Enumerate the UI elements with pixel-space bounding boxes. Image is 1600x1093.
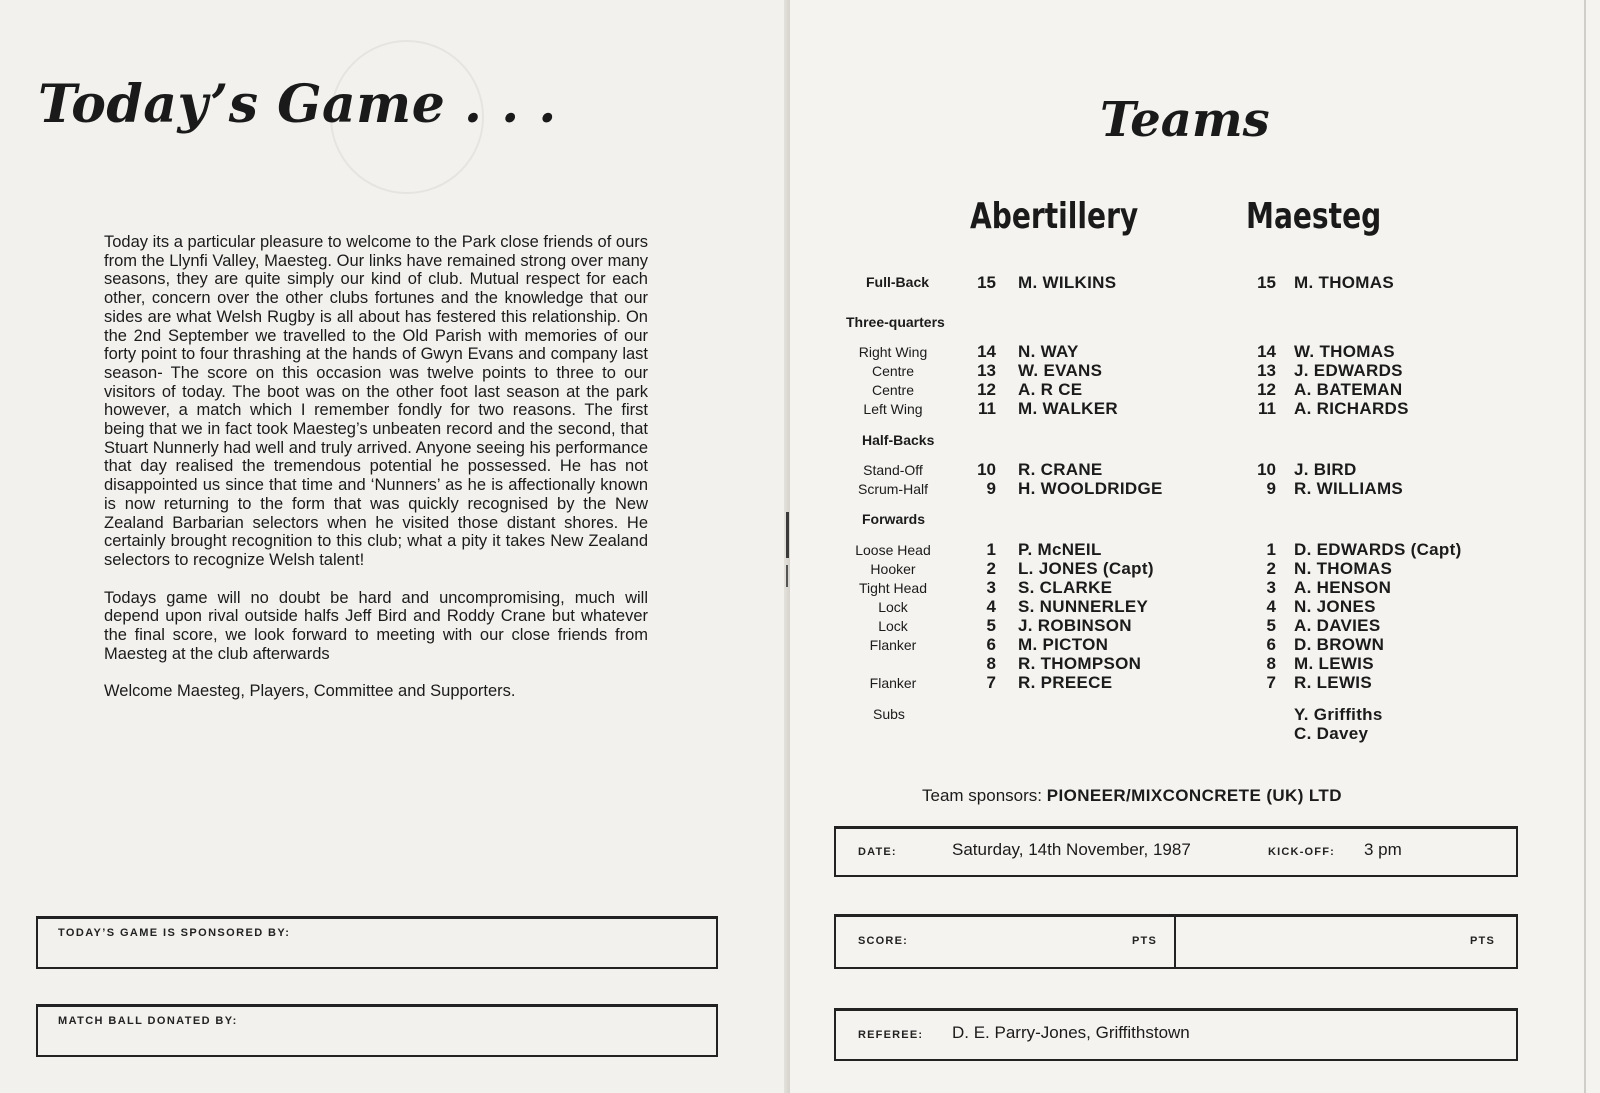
sponsor-name: PIONEER/MIXCONCRETE (UK) LTD <box>1046 786 1342 805</box>
home-player-name: P. McNEIL <box>1018 540 1102 559</box>
home-player-name: A. R CE <box>1018 380 1083 399</box>
staple <box>786 512 789 558</box>
home-shirt-number: 14 <box>977 342 996 361</box>
away-shirt-number: 10 <box>1257 460 1276 479</box>
home-player-name: S. NUNNERLEY <box>1018 597 1149 616</box>
away-player-name: A. RICHARDS <box>1294 399 1409 418</box>
away-player-name: R. WILLIAMS <box>1294 479 1404 498</box>
away-shirt-number: 9 <box>1266 479 1276 498</box>
away-player-name: A. HENSON <box>1294 578 1392 597</box>
position-label: Hooker <box>870 561 916 577</box>
home-shirt-number: 7 <box>986 673 996 692</box>
home-player-name: H. WOOLDRIDGE <box>1018 479 1163 498</box>
date-box <box>834 826 1518 877</box>
away-shirt-number: 7 <box>1266 673 1276 692</box>
away-player-name: D. EDWARDS (Capt) <box>1294 540 1462 559</box>
home-player-name: M. PICTON <box>1018 635 1109 654</box>
away-player-name: W. THOMAS <box>1294 342 1395 361</box>
intro-article <box>104 233 648 720</box>
away-shirt-number: 2 <box>1266 559 1276 578</box>
position-label: Loose Head <box>855 542 931 558</box>
away-shirt-number: 14 <box>1257 342 1276 361</box>
home-player-name: W. EVANS <box>1018 361 1103 380</box>
match-ball-label: MATCH BALL DONATED BY: <box>58 1015 238 1027</box>
position-label: Right Wing <box>858 344 928 360</box>
away-player-name: R. LEWIS <box>1294 673 1372 692</box>
article-paragraph: Welcome Maesteg, Players, Committee and Supporters. <box>104 682 516 701</box>
home-player-name: M. WILKINS <box>1018 273 1117 292</box>
referee-box <box>834 1008 1518 1061</box>
home-player-name: R. THOMPSON <box>1018 654 1142 673</box>
kickoff-label: KICK-OFF: <box>1268 846 1336 858</box>
position-label: Left Wing <box>863 401 923 417</box>
home-player-name: R. PREECE <box>1018 673 1113 692</box>
referee-value: D. E. Parry-Jones, Griffithstown <box>952 1023 1190 1042</box>
position-label: Lock <box>878 599 908 615</box>
home-shirt-number: 15 <box>977 273 996 292</box>
away-player-name: J. EDWARDS <box>1294 361 1403 380</box>
position-label: Scrum-Half <box>857 481 928 497</box>
away-shirt-number: 13 <box>1257 361 1276 380</box>
home-player-name: R. CRANE <box>1018 460 1103 479</box>
position-label: Centre <box>871 382 915 398</box>
home-shirt-number: 8 <box>986 654 996 673</box>
heading-forwards: Forwards <box>862 511 926 527</box>
away-shirt-number: 11 <box>1258 399 1276 418</box>
date-value: Saturday, 14th November, 1987 <box>952 840 1191 859</box>
away-shirt-number: 6 <box>1266 635 1276 654</box>
score-divider <box>1174 917 1176 967</box>
home-shirt-number: 4 <box>986 597 996 616</box>
home-pts-label: PTS <box>1132 935 1157 947</box>
away-shirt-number: 1 <box>1266 540 1276 559</box>
away-player-name: A. DAVIES <box>1294 616 1381 635</box>
away-shirt-number: 15 <box>1257 273 1276 292</box>
match-ball-box <box>36 1004 718 1057</box>
position-label: Flanker <box>869 637 917 653</box>
sponsor-prefix: Team sponsors: <box>922 786 1042 805</box>
kickoff-value: 3 pm <box>1364 840 1402 859</box>
away-pts-label: PTS <box>1470 935 1495 947</box>
heading-full-back: Full-Back <box>866 274 930 290</box>
home-player-name: L. JONES (Capt) <box>1018 559 1154 578</box>
away-shirt-number: 3 <box>1266 578 1276 597</box>
game-sponsor-label: TODAY’S GAME IS SPONSORED BY: <box>58 927 291 939</box>
home-shirt-number: 6 <box>986 635 996 654</box>
sub-player: Y. Griffiths <box>1294 705 1383 724</box>
heading-subs: Subs <box>873 706 905 722</box>
away-shirt-number: 5 <box>1266 616 1276 635</box>
away-player-name: J. BIRD <box>1294 460 1357 479</box>
home-player-name: J. ROBINSON <box>1018 616 1132 635</box>
home-player-name: M. WALKER <box>1018 399 1118 418</box>
away-player-name: N. JONES <box>1294 597 1376 616</box>
home-shirt-number: 12 <box>977 380 996 399</box>
away-shirt-number: 12 <box>1257 380 1276 399</box>
heading-three-quarters: Three-quarters <box>846 314 945 330</box>
position-label: Tight Head <box>859 580 927 596</box>
team-sponsors-line <box>922 786 1342 806</box>
away-player-name: D. BROWN <box>1294 635 1385 654</box>
page-edge <box>1584 0 1586 1093</box>
score-box <box>834 914 1518 969</box>
home-team-name: Abertillery <box>970 196 1139 237</box>
article-paragraph: Todays game will no doubt be hard and uncompromising, much will depend upon rival outside halfs Jeff Bird and Roddy Crane but whatever the final score, we look forward to meeting with our close friends from Maesteg at the club afterwards <box>104 588 648 663</box>
home-player-name: N. WAY <box>1018 342 1079 361</box>
home-shirt-number: 1 <box>986 540 996 559</box>
position-label: Flanker <box>869 675 917 691</box>
away-player-name: M. LEWIS <box>1294 654 1374 673</box>
game-sponsor-box <box>36 916 718 969</box>
staple <box>786 565 788 587</box>
referee-label: REFEREE: <box>858 1029 924 1041</box>
home-shirt-number: 10 <box>977 460 996 479</box>
teams-title: Teams <box>1100 92 1270 148</box>
date-label: DATE: <box>858 846 897 858</box>
heading-half-backs: Half-Backs <box>862 432 935 448</box>
home-shirt-number: 9 <box>986 479 996 498</box>
away-player-name: A. BATEMAN <box>1294 380 1403 399</box>
away-player-name: M. THOMAS <box>1294 273 1394 292</box>
position-label: Lock <box>878 618 908 634</box>
home-shirt-number: 3 <box>986 578 996 597</box>
article-paragraph: Today its a particular pleasure to welcome to the Park close friends of ours from the Llynfi Valley, Maesteg. Our links have remained strong over many seasons, they are quite simply our kind of club. Mutual respect for each other, concern over the other clubs fortunes and the knowledge that our sides are what Welsh Rugby is all about has festered this relationship. On the 2nd September we travelled to the Old Parish with memories of our forty point to four thrashing at the hands of Gwyn Evans and company last season- The score on this occasion was twelve points to three to our visitors of today. The boot was on the other foot last season at the park however, a match which I remember fondly for two reasons. The first being that we in fact took Maesteg’s unbeaten record and the second, that Stuart Nunnerly had well and truly arrived. Anyone seeing his performance that day realised the tremendous potential he possessed. He has not disappointed us since that time and ‘Nunners’ as he is affectionally known is now returning to the form that was quickly recognised by the New Zealand Barbarian selectors when he visited those distant shores. He certainly brought recognition to this club; what a pity it takes New Zealand selectors to recognize Welsh talent! <box>104 233 648 569</box>
home-shirt-number: 11 <box>978 399 996 418</box>
away-team-name: Maesteg <box>1246 196 1382 237</box>
position-label: Stand-Off <box>863 462 923 478</box>
home-player-name: S. CLARKE <box>1018 578 1113 597</box>
home-shirt-number: 13 <box>977 361 996 380</box>
home-shirt-number: 2 <box>986 559 996 578</box>
sub-player: C. Davey <box>1294 724 1369 743</box>
home-shirt-number: 5 <box>986 616 996 635</box>
todays-game-headline: Today’s Game . . . <box>38 74 557 135</box>
position-label: Centre <box>871 363 915 379</box>
away-shirt-number: 4 <box>1266 597 1276 616</box>
away-player-name: N. THOMAS <box>1294 559 1393 578</box>
away-shirt-number: 8 <box>1266 654 1276 673</box>
score-label: SCORE: <box>858 935 908 947</box>
